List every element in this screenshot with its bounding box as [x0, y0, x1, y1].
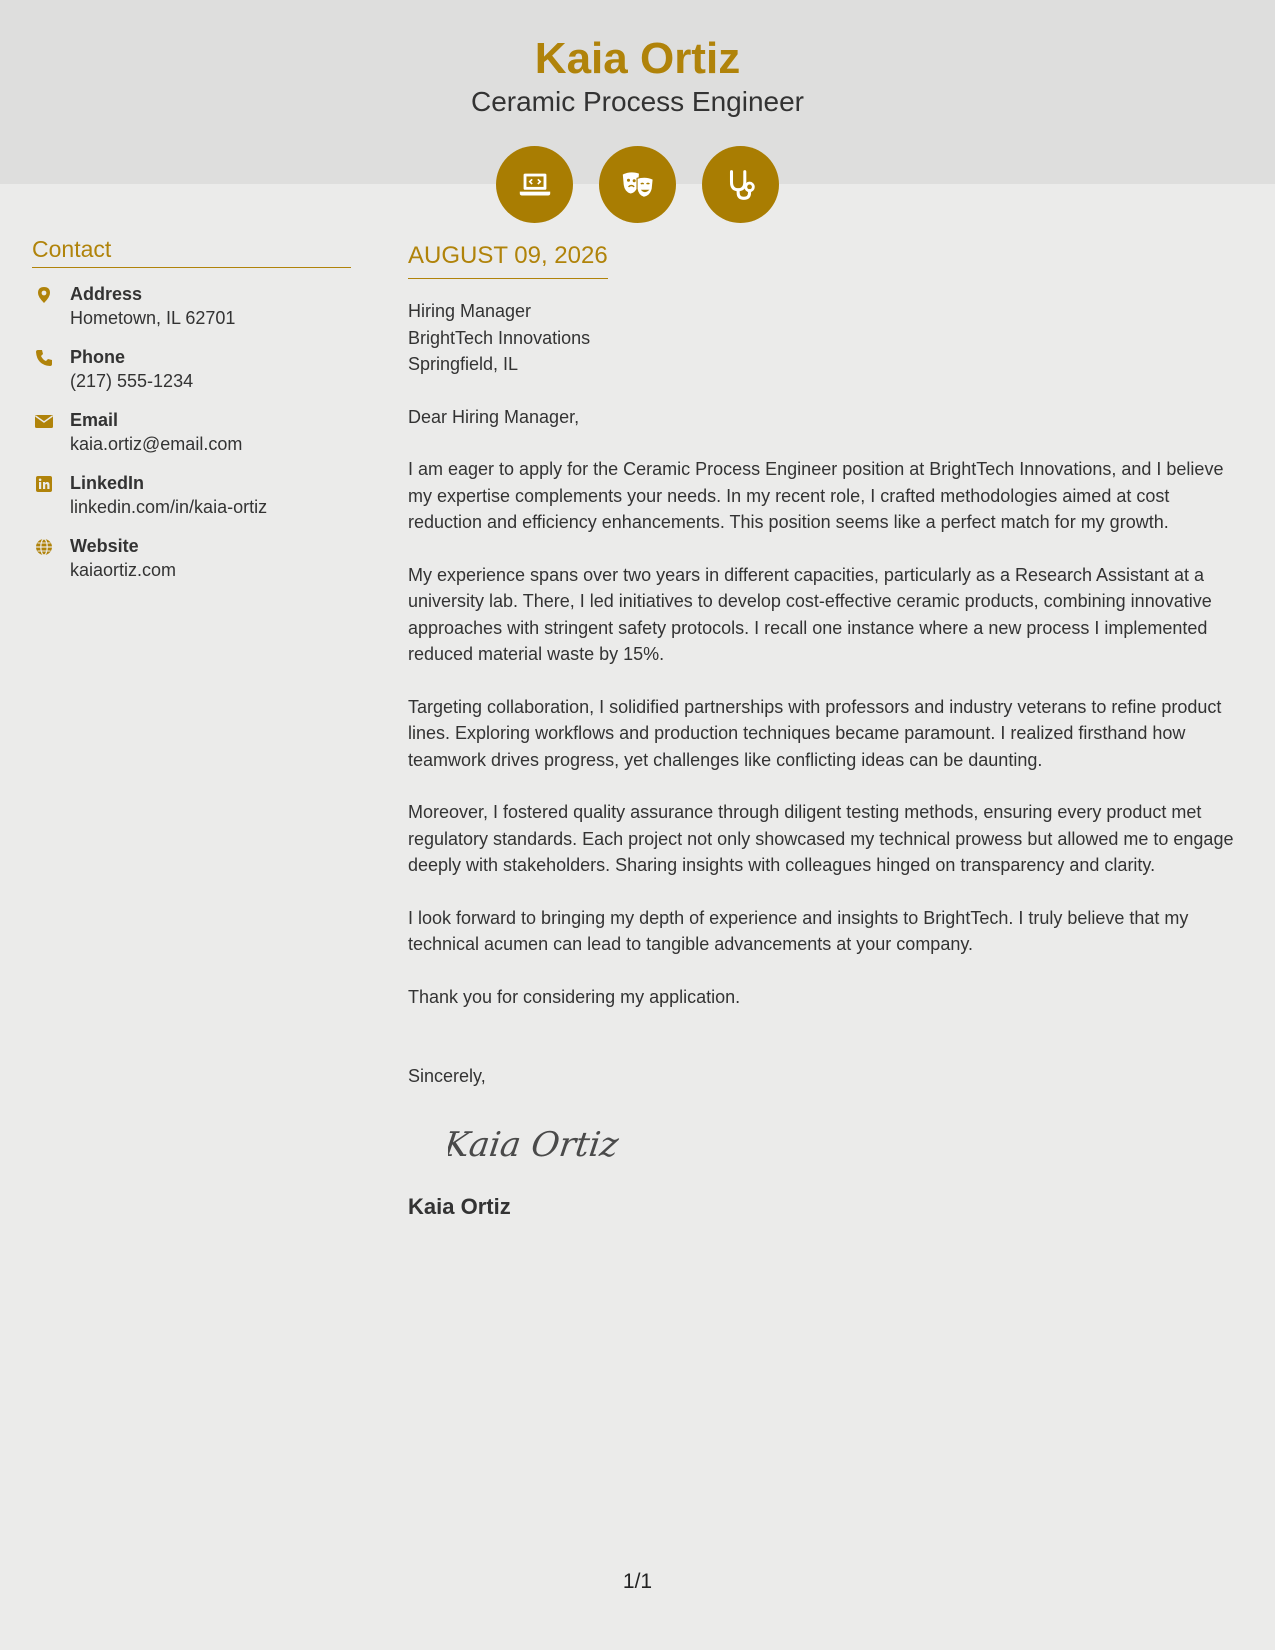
recipient-line: BrightTech Innovations [408, 327, 591, 348]
svg-text:Kaia Ortiz: Kaia Ortiz [448, 1124, 621, 1165]
handwritten-signature [448, 1116, 1248, 1172]
greeting: Dear Hiring Manager, [408, 406, 580, 427]
contact-value: kaiaortiz.com [70, 560, 177, 580]
theater-masks-icon [599, 146, 676, 223]
contact-value: linkedin.com/in/kaia-ortiz [70, 497, 268, 517]
page-number: 1/1 [622, 1570, 653, 1593]
letter-body [408, 240, 1248, 1220]
contact-linkedin [32, 471, 351, 534]
contact-label: Email [70, 410, 119, 430]
envelope-icon [32, 408, 70, 471]
recipient-block [408, 298, 1248, 378]
contact-heading: Contact [32, 236, 351, 268]
laptop-code-icon [496, 146, 573, 223]
contact-label: Phone [70, 347, 126, 367]
paragraph: My experience spans over two years in different capacities, particularly as a Research Assistant at a university lab. There, I led initiatives to develop cost-effective ceramic products, combining innovative approaches with stringent safety protocols. I recall one instance where a new process I implemented reduced material waste by 15%. [408, 564, 1212, 664]
paragraph: I look forward to bringing my depth of experience and insights to BrightTech. I truly believe that my technical acumen can lead to tangible advancements at your company. [408, 907, 1189, 954]
contact-label: Address [70, 284, 143, 304]
contact-value: (217) 555-1234 [70, 371, 194, 391]
contact-value: kaia.ortiz@email.com [70, 434, 243, 454]
contact-website [32, 534, 351, 597]
sidebar [32, 236, 351, 597]
interest-icons [0, 146, 1275, 223]
letter-date: AUGUST 09, 2026 [408, 240, 608, 279]
stethoscope-icon [702, 146, 779, 223]
contact-label: LinkedIn [70, 473, 145, 493]
paragraph: Thank you for considering my application. [408, 986, 741, 1007]
contact-label: Website [70, 536, 139, 556]
paragraph: Targeting collaboration, I solidified partnerships with professors and industry veterans to refine product lines. Exploring workflows and production techniques became paramount. I realized firsthand how teamwork drives progress, yet challenges like conflicting ideas can be daunting. [408, 696, 1222, 770]
recipient-line: Hiring Manager [408, 301, 532, 321]
closing: Sincerely, [408, 1066, 486, 1086]
paragraph: I am eager to apply for the Ceramic Process Engineer position at BrightTech Innovations, and I believe my expertise complements your needs. In my recent role, I crafted methodologies aimed at cost reduction and efficiency enhancements. This position seems like a perfect match for my growth. [408, 459, 1224, 532]
contact-address [32, 282, 351, 345]
globe-icon [32, 534, 70, 597]
contact-phone [32, 345, 351, 408]
contact-email [32, 408, 351, 471]
contact-list [32, 282, 351, 597]
contact-value: Hometown, IL 62701 [70, 308, 236, 328]
linkedin-icon [32, 471, 70, 534]
paragraph: Moreover, I fostered quality assurance through diligent testing methods, ensuring every product met regulatory standards. Each project not only showcased my technical prowess but allowed me to engage deeply with stakeholders. Sharing insights with colleagues hinged on transparency and clarity. [408, 802, 1234, 875]
job-title: Ceramic Process Engineer [470, 86, 805, 117]
phone-icon [32, 345, 70, 408]
recipient-line: Springfield, IL [408, 354, 519, 374]
signed-name: Kaia Ortiz [408, 1193, 511, 1219]
location-pin-icon [32, 282, 70, 345]
applicant-name: Kaia Ortiz [534, 34, 741, 83]
